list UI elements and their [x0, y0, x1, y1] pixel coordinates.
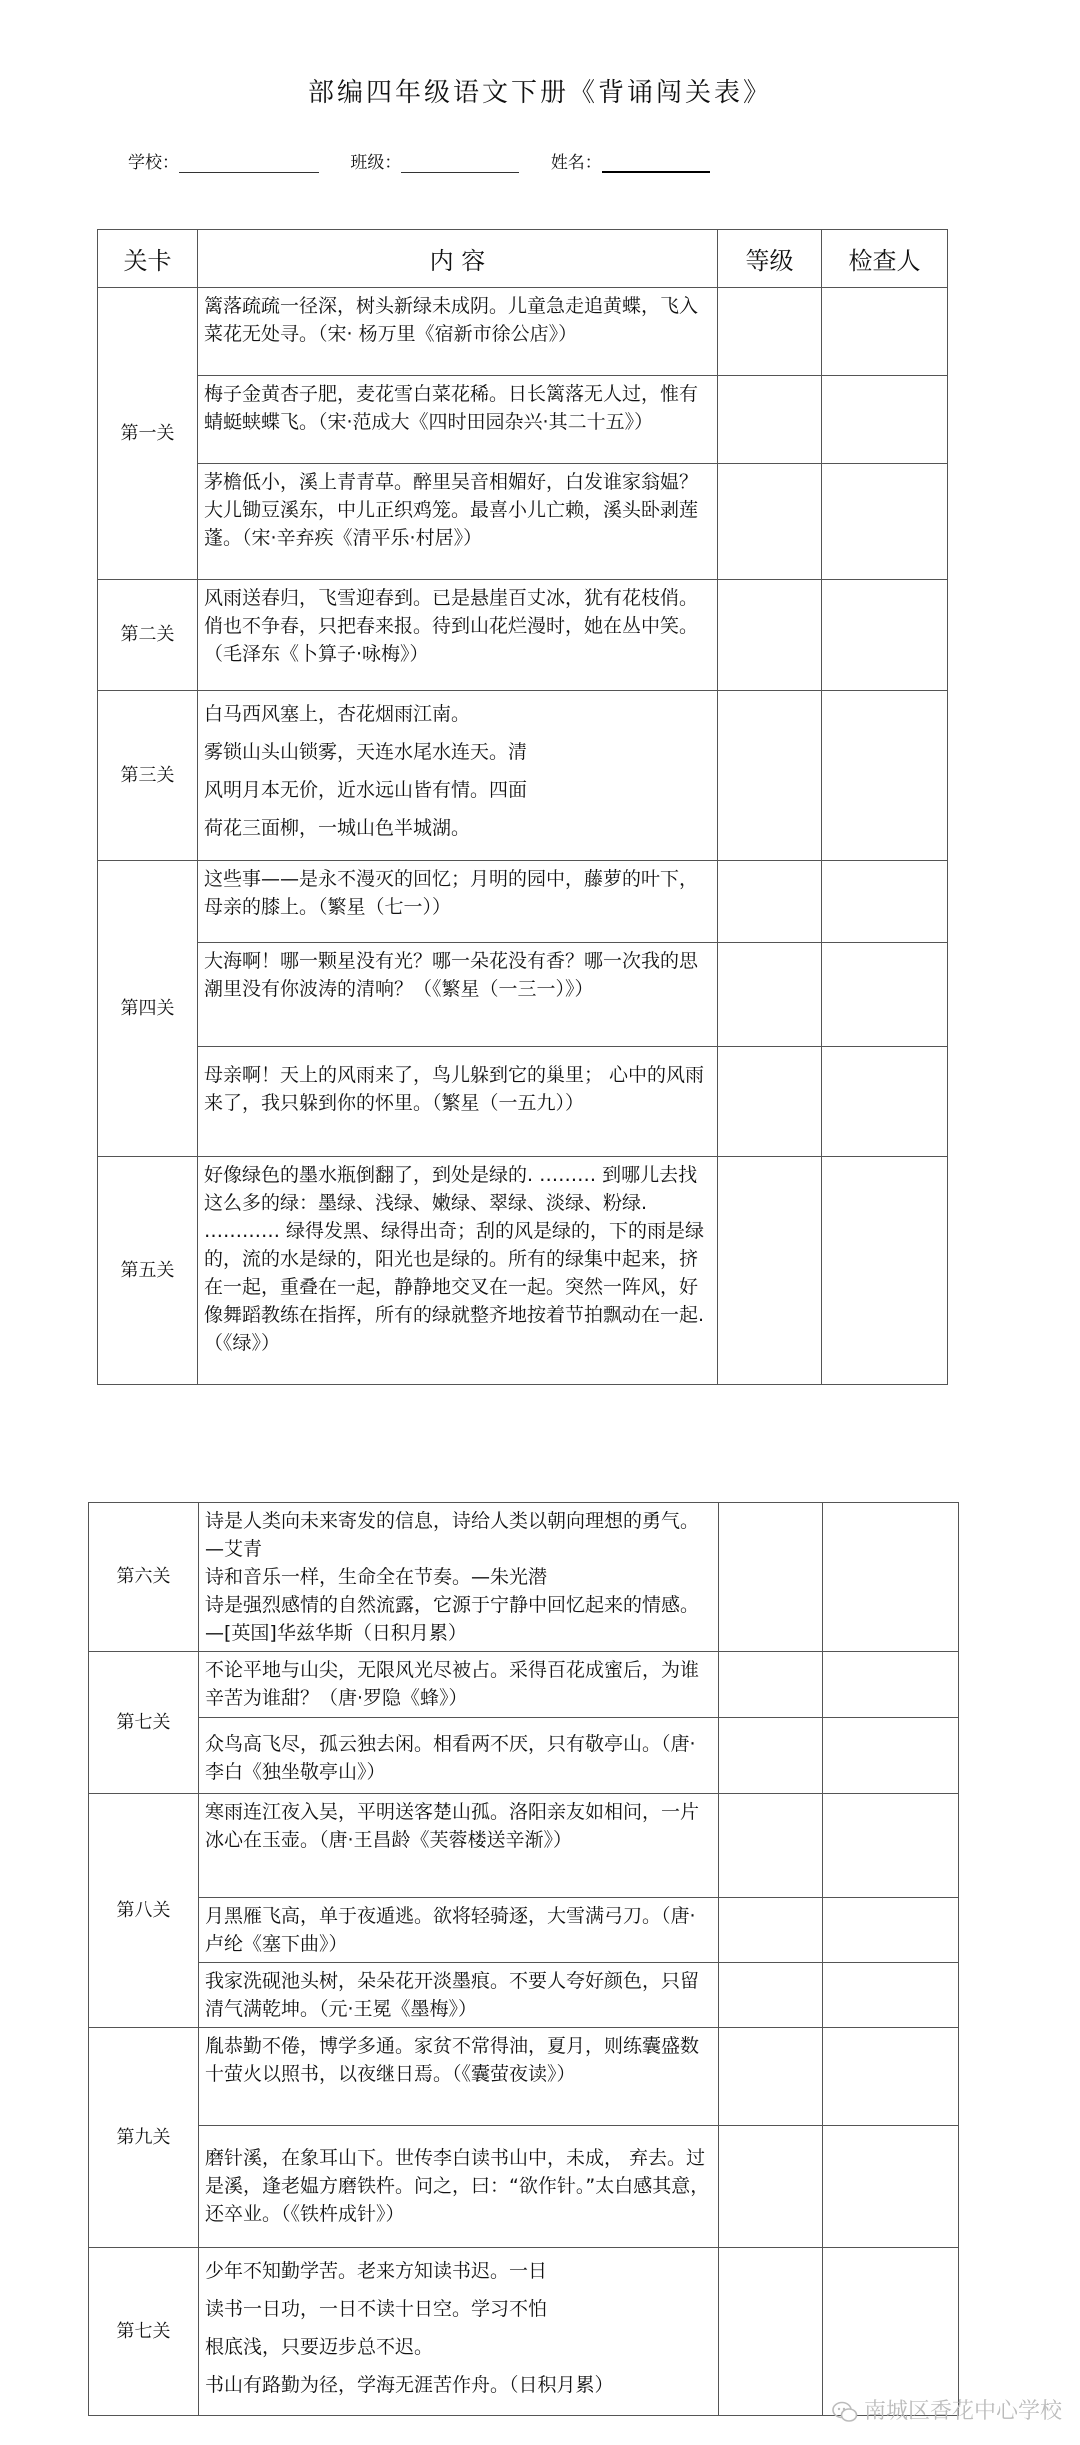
school-field[interactable]	[179, 154, 319, 173]
grade-cell[interactable]	[719, 1898, 823, 1963]
table-row	[98, 943, 948, 1047]
recitation-text: 寒雨连江夜入吴，平明送客楚山孤。洛阳亲友如相问，一片冰心在玉壶。（唐·王昌龄《芙蓉楼送辛渐》）	[199, 1794, 719, 1898]
recitation-text: 好像绿色的墨水瓶倒翻了，到处是绿的. ……… 到哪儿去找这么多的绿：墨绿、浅绿、嫩绿、翠绿、淡绿、粉绿. ………… 绿得发黑、绿得出奇；刮的风是绿的，下的雨是绿的，流的水是绿的，阳光也是绿的。所有的绿集中起来，挤在一起，重叠在一起，静静地交叉在一起。突然一阵风，好像舞蹈教练在指挥，所有的绿就整齐地按着节拍飘动在一起. （《绿》）	[198, 1157, 718, 1385]
recitation-table-2	[88, 1502, 959, 2416]
grade-cell[interactable]	[718, 1157, 822, 1385]
gate-label: 第七关	[89, 2248, 199, 2416]
checker-cell[interactable]	[822, 1047, 948, 1157]
recitation-text: 篱落疏疏一径深，树头新绿未成阴。儿童急走追黄蝶，飞入菜花无处寻。（宋· 杨万里《宿新市徐公店》）	[198, 288, 718, 376]
checker-cell[interactable]	[823, 2248, 959, 2416]
checker-cell[interactable]	[823, 1718, 959, 1794]
recitation-text: 胤恭勤不倦，博学多通。家贫不常得油，夏月，则练囊盛数十萤火以照书，以夜继日焉。（《囊萤夜读》）	[199, 2028, 719, 2126]
recitation-line: 风明月本无价，近水远山皆有情。四面	[204, 779, 528, 801]
checker-cell[interactable]	[823, 2028, 959, 2126]
table-row	[89, 1652, 959, 1718]
table-row	[89, 1718, 959, 1794]
grade-cell[interactable]	[719, 2126, 823, 2248]
name-field[interactable]	[602, 153, 710, 173]
grade-cell[interactable]	[719, 1963, 823, 2028]
quote-line: 诗是强烈感情的自然流露，它源于宁静中回忆起来的情感。—[英国]华兹华斯（日积月累）	[205, 1594, 700, 1644]
grade-cell[interactable]	[718, 288, 822, 376]
checker-cell[interactable]	[823, 1963, 959, 2028]
table-row	[89, 2126, 959, 2248]
grade-cell[interactable]	[719, 1794, 823, 1898]
class-field[interactable]	[401, 154, 519, 173]
name-label: 姓名：	[550, 153, 602, 173]
table-row	[89, 1963, 959, 2028]
grade-cell[interactable]	[718, 691, 822, 861]
watermark	[832, 2394, 1062, 2425]
gate-label: 第五关	[98, 1157, 198, 1385]
checker-cell[interactable]	[822, 580, 948, 691]
recitation-text: 大海啊！哪一颗星没有光？哪一朵花没有香？哪一次我的思潮里没有你波涛的清响？（《繁星（一三一）》）	[198, 943, 718, 1047]
gate-label: 第七关	[89, 1652, 199, 1794]
checker-cell[interactable]	[822, 376, 948, 464]
quote-line: 诗是人类向未来寄发的信息，诗给人类以朝向理想的勇气。—艾青	[205, 1510, 700, 1560]
page-title: 部编四年级语文下册《背诵闯关表》	[307, 78, 772, 108]
recitation-text: 梅子金黄杏子肥，麦花雪白菜花稀。日长篱落无人过，惟有蜻蜓蛱蝶飞。（宋·范成大《四时田园杂兴·其二十五》）	[198, 376, 718, 464]
table-row	[89, 1898, 959, 1963]
table-row	[98, 580, 948, 691]
checker-cell[interactable]	[823, 1652, 959, 1718]
quote-line: 诗和音乐一样，生命全在节奏。—朱光潜	[205, 1566, 548, 1588]
checker-cell[interactable]	[822, 691, 948, 861]
checker-cell[interactable]	[823, 2126, 959, 2248]
checker-cell[interactable]	[823, 1794, 959, 1898]
grade-cell[interactable]	[719, 1718, 823, 1794]
table-row	[98, 691, 948, 861]
recitation-line: 读书一日功，一日不读十日空。学习不怕	[205, 2298, 548, 2320]
grade-cell[interactable]	[719, 1652, 823, 1718]
grade-cell[interactable]	[718, 376, 822, 464]
wechat-icon	[832, 2401, 858, 2423]
header-gate: 关卡	[98, 230, 198, 288]
school-label: 学校：	[128, 153, 179, 173]
grade-cell[interactable]	[718, 1047, 822, 1157]
table-header-row	[98, 230, 948, 288]
gate-label: 第四关	[98, 861, 198, 1157]
gate-label: 第九关	[89, 2028, 199, 2248]
student-info	[128, 148, 736, 173]
recitation-text: 不论平地与山尖，无限风光尽被占。采得百花成蜜后，为谁辛苦为谁甜？（唐·罗隐《蜂》）	[199, 1652, 719, 1718]
table-row	[98, 464, 948, 580]
table-row	[98, 288, 948, 376]
table-row	[98, 1157, 948, 1385]
checker-cell[interactable]	[822, 943, 948, 1047]
table-row	[98, 1047, 948, 1157]
recitation-line: 少年不知勤学苦。老来方知读书迟。一日	[205, 2260, 548, 2282]
recitation-line: 书山有路勤为径，学海无涯苦作舟。（日积月累）	[205, 2374, 614, 2396]
grade-cell[interactable]	[718, 943, 822, 1047]
checker-cell[interactable]	[822, 1157, 948, 1385]
checker-cell[interactable]	[822, 464, 948, 580]
recitation-text: 我家洗砚池头树，朵朵花开淡墨痕。不要人夸好颜色，只留清气满乾坤。（元·王冕《墨梅》）	[199, 1963, 719, 2028]
table-row	[98, 861, 948, 943]
table-row	[89, 1794, 959, 1898]
gate-label: 第八关	[89, 1794, 199, 2028]
recitation-text: 众鸟高飞尽，孤云独去闲。相看两不厌，只有敬亭山。（唐·李白《独坐敬亭山》）	[199, 1718, 719, 1794]
recitation-text: 这些事——是永不漫灭的回忆；月明的园中，藤萝的叶下，母亲的膝上。（繁星（七一））	[198, 861, 718, 943]
checker-cell[interactable]	[822, 288, 948, 376]
grade-cell[interactable]	[719, 2248, 823, 2416]
gate-label: 第二关	[98, 580, 198, 691]
recitation-text: 风雨送春归，飞雪迎春到。已是悬崖百丈冰，犹有花枝俏。俏也不争春，只把春来报。待到山花烂漫时，她在丛中笑。（毛泽东《卜算子·咏梅》）	[198, 580, 718, 691]
grade-cell[interactable]	[718, 861, 822, 943]
gate-label: 第三关	[98, 691, 198, 861]
gate-label: 第六关	[89, 1503, 199, 1652]
header-checker: 检查人	[822, 230, 948, 288]
recitation-line: 荷花三面柳，一城山色半城湖。	[204, 817, 471, 839]
table-row	[98, 376, 948, 464]
checker-cell[interactable]	[823, 1503, 959, 1652]
watermark-text: 南城区香花中心学校	[863, 2399, 1062, 2424]
grade-cell[interactable]	[718, 464, 822, 580]
gate-label: 第一关	[98, 288, 198, 580]
table-row	[89, 2028, 959, 2126]
recitation-table-1	[97, 229, 948, 1385]
table-row	[89, 1503, 959, 1652]
header-grade: 等级	[718, 230, 822, 288]
recitation-line: 白马西风塞上，杏花烟雨江南。	[204, 703, 471, 725]
recitation-text: 母亲啊！天上的风雨来了，鸟儿躲到它的巢里； 心中的风雨来了，我只躲到你的怀里。（繁星（一五九））	[198, 1047, 718, 1157]
table-row	[89, 2248, 959, 2416]
grade-cell[interactable]	[719, 2028, 823, 2126]
grade-cell[interactable]	[718, 580, 822, 691]
recitation-text: 磨针溪，在象耳山下。世传李白读书山中，未成， 弃去。过是溪，逢老媪方磨铁杵。问之，曰：“欲作针。”太白感其意，还卒业。（《铁杵成针》）	[199, 2126, 719, 2248]
class-label: 班级：	[350, 153, 402, 173]
grade-cell[interactable]	[719, 1503, 823, 1652]
checker-cell[interactable]	[822, 861, 948, 943]
recitation-line: 雾锁山头山锁雾，天连水尾水连天。清	[204, 741, 528, 763]
recitation-line: 根底浅，只要迈步总不迟。	[205, 2336, 434, 2358]
recitation-text: 月黑雁飞高，单于夜遁逃。欲将轻骑逐，大雪满弓刀。（唐· 卢纶《塞下曲》）	[199, 1898, 719, 1963]
header-content: 内 容	[198, 230, 718, 288]
checker-cell[interactable]	[823, 1898, 959, 1963]
recitation-text: 茅檐低小，溪上青青草。醉里吴音相媚好，白发谁家翁媪？大儿锄豆溪东，中儿正织鸡笼。最喜小儿亡赖，溪头卧剥莲蓬。（宋·辛弃疾《清平乐·村居》）	[198, 464, 718, 580]
